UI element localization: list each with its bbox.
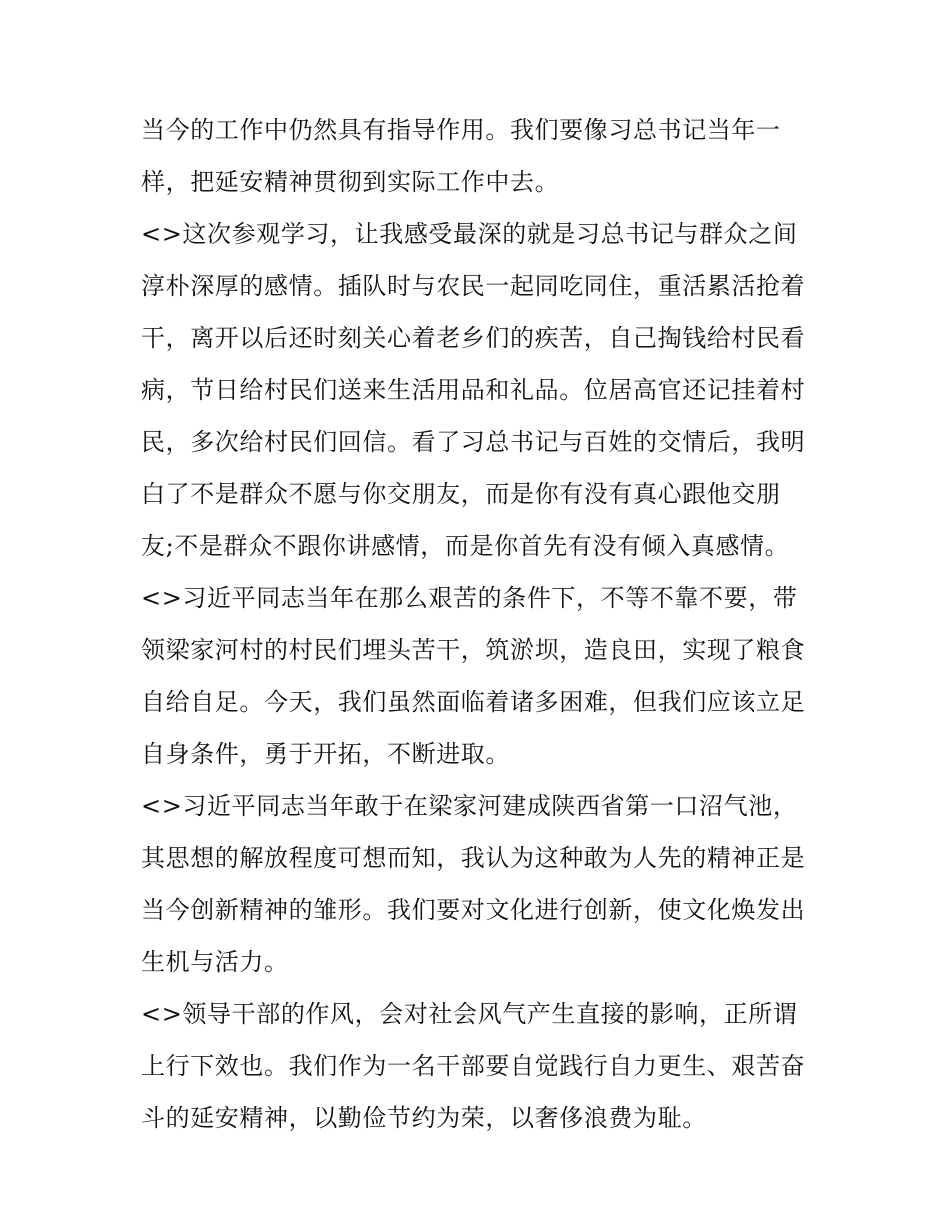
text-line: 淳朴深厚的感情。插队时与农民一起同吃同住，重活累活抢着 [141, 272, 806, 300]
text-line: 白了不是群众不愿与你交朋友，而是你有没有真心跟他交朋 [141, 480, 781, 508]
text-line: 生机与活力。 [141, 948, 289, 976]
text-line: 斗的延安精神，以勤俭节约为荣，以奢侈浪费为耻。 [141, 1104, 707, 1132]
text-line: 领梁家河村的村民们埋头苦干，筑淤坝，造良田，实现了粮食 [141, 636, 806, 664]
text-line: 民，多次给村民们回信。看了习总书记与百姓的交情后，我明 [141, 428, 806, 456]
text-line: 自给自足。今天，我们虽然面临着诸多困难，但我们应该立足 [141, 688, 806, 716]
text-line: 友;不是群众不跟你讲感情，而是你首先有没有倾入真感情。 [141, 532, 790, 560]
text-line: 当今的工作中仍然具有指导作用。我们要像习总书记当年一 [141, 116, 781, 144]
text-line: 其思想的解放程度可想而知，我认为这种敢为人先的精神正是 [141, 844, 806, 872]
text-line: 病，节日给村民们送来生活用品和礼品。位居高官还记挂着村 [141, 376, 806, 404]
text-line: 上行下效也。我们作为一名干部要自觉践行自力更生、艰苦奋 [141, 1052, 806, 1080]
paragraph-start-line: <>习近平同志当年敢于在梁家河建成陕西省第一口沼气池， [141, 792, 798, 820]
text-line: 干，离开以后还时刻关心着老乡们的疾苦，自己掏钱给村民看 [141, 324, 806, 352]
text-line: 当今创新精神的雏形。我们要对文化进行创新，使文化焕发出 [141, 896, 806, 924]
text-line: 自身条件，勇于开拓，不断进取。 [141, 740, 510, 768]
text-line: 样，把延安精神贯彻到实际工作中去。 [141, 168, 560, 196]
paragraph-start-line: <>习近平同志当年在那么艰苦的条件下，不等不靠不要，带 [141, 584, 798, 612]
paragraph-start-line: <>这次参观学习，让我感受最深的就是习总书记与群众之间 [141, 220, 798, 248]
paragraph-start-line: <>领导干部的作风，会对社会风气产生直接的影响，正所谓 [141, 1000, 798, 1028]
